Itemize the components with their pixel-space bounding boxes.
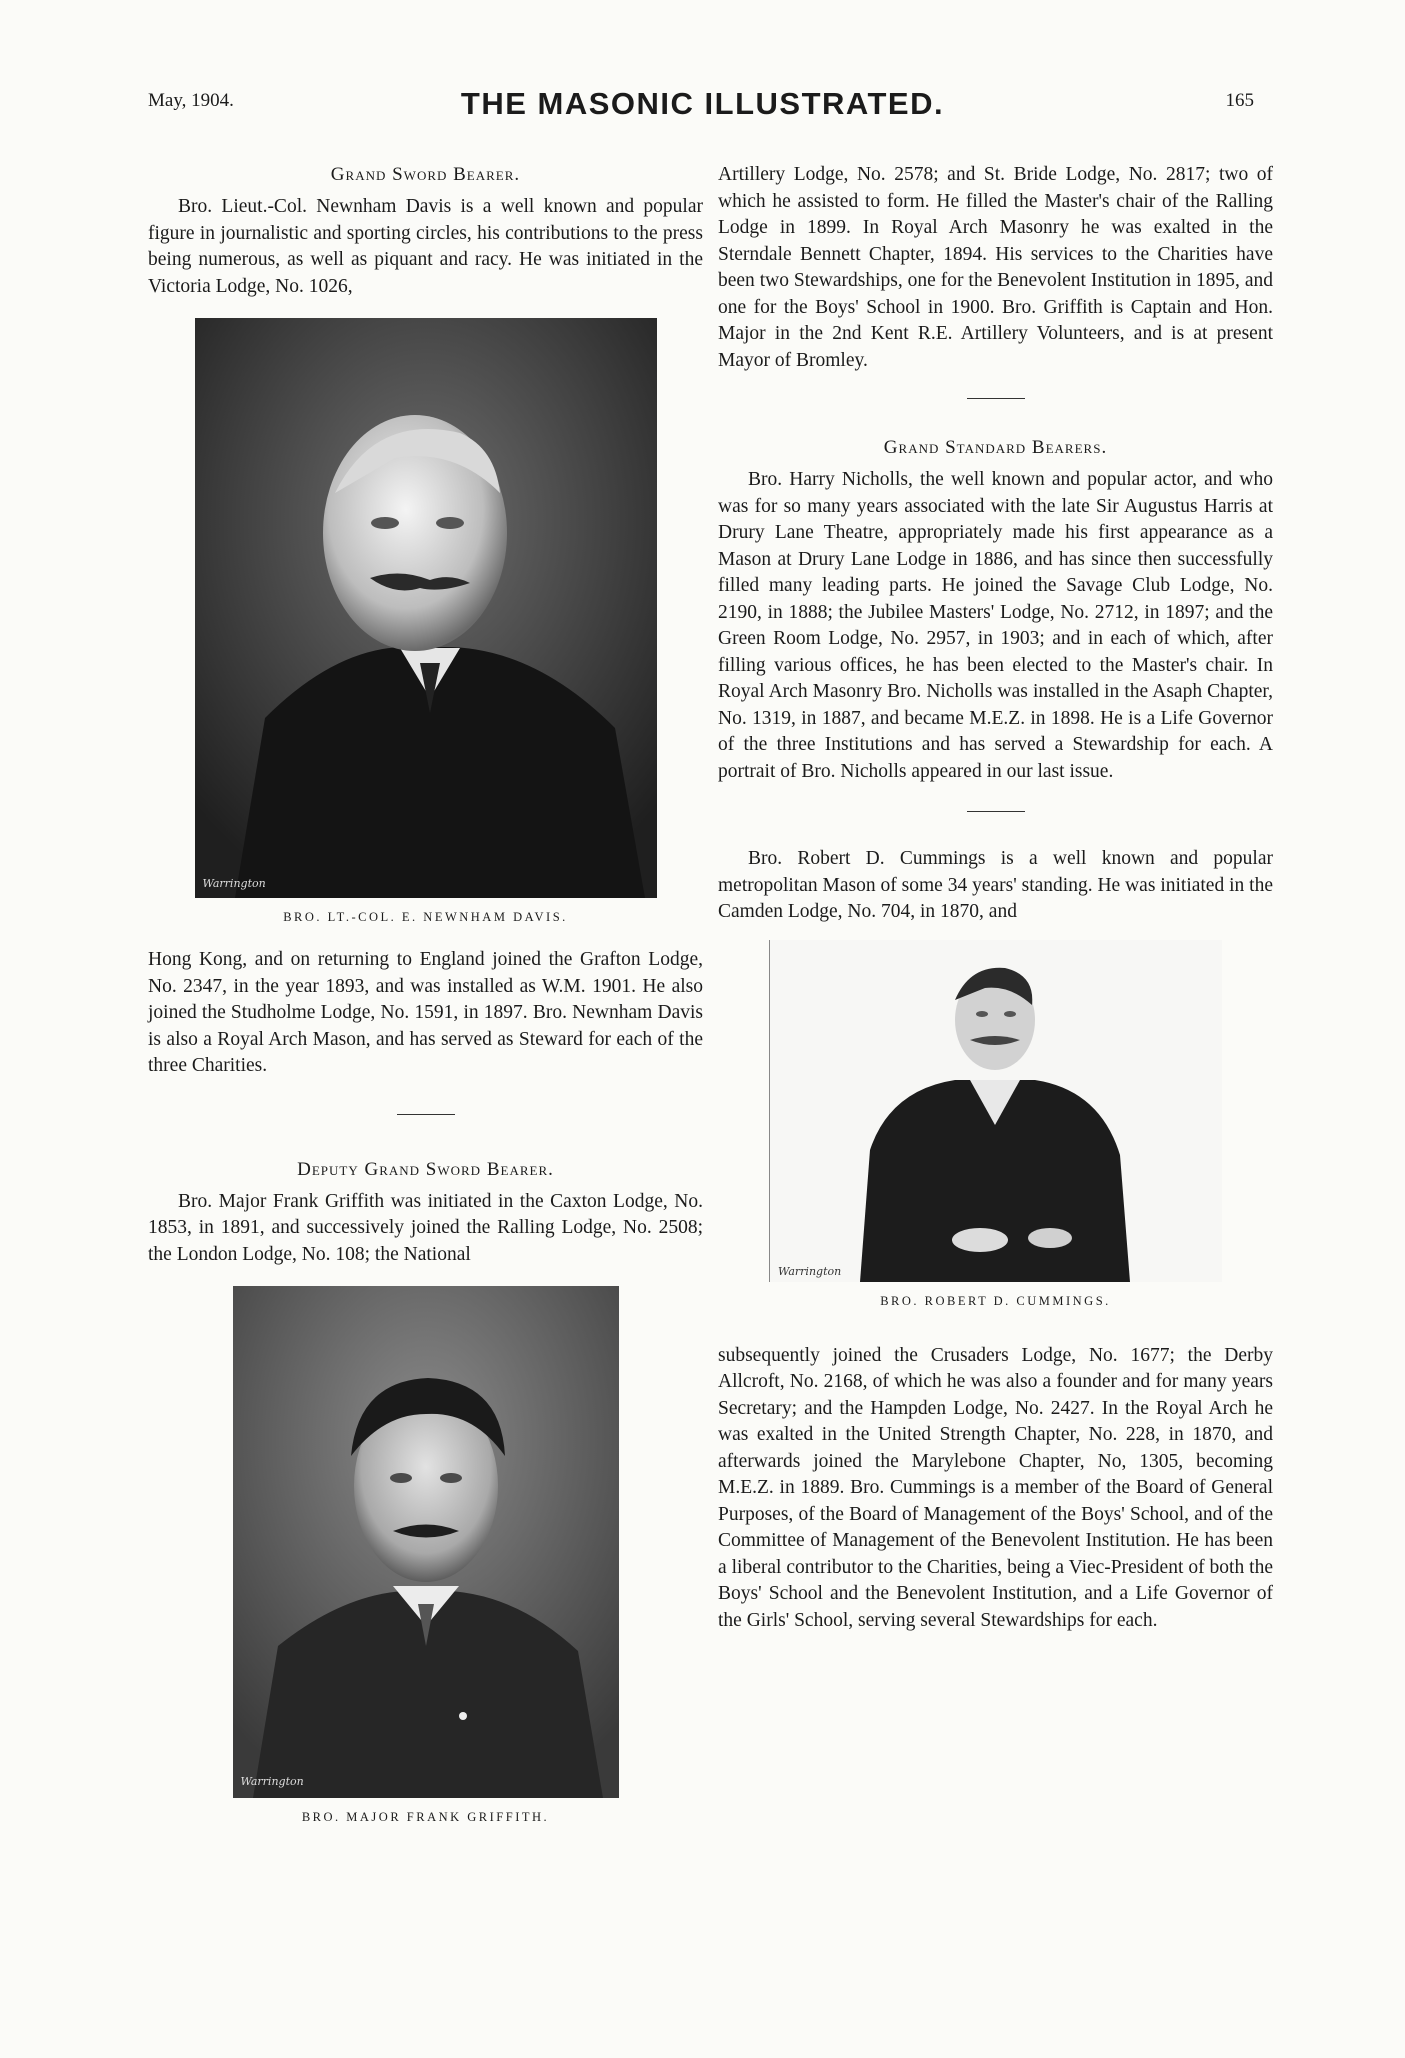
portrait-frank-griffith-image xyxy=(233,1286,619,1798)
section-divider xyxy=(967,811,1025,812)
portrait-newnham-davis xyxy=(195,318,657,898)
left-column xyxy=(148,162,703,1825)
griffith-paragraph-2: Artillery Lodge, No. 2578; and St. Bride Lodge, No. 2817; two of which he assisted to form. He filled the Master's chair of the Ralling Lodge in 1899. In Royal Arch Masonry he was exalted in the Sterndale Bennett Chapter, 1894. His services to the Charities have been two Stewardships, one for the Benevolent Institution in 1895, and one for the Boys' School in 1900. Bro. Griffith is Captain and Hon. Major in the 2nd Kent R.E. Artillery Volunteers, and is at present Mayor of Bromley. xyxy=(718,164,1273,371)
cummings-paragraph-1: Bro. Robert D. Cummings is a well known and popular metropolitan Mason of some 34 years' standing. He was initiated in the Camden Lodge, No. 704, in 1870, and xyxy=(718,848,1273,922)
photographer-signature: Warrington xyxy=(778,1264,842,1278)
portrait-frank-griffith xyxy=(233,1286,619,1798)
caption-robert-cummings: BRO. ROBERT D. CUMMINGS. xyxy=(880,1293,1111,1308)
section-heading-deputy-grand-sword-bearer: Deputy Grand Sword Bearer. xyxy=(297,1158,554,1180)
right-column xyxy=(718,162,1273,1634)
caption-frank-griffith: BRO. MAJOR FRANK GRIFFITH. xyxy=(301,1810,550,1824)
griffith-paragraph-1: Bro. Major Frank Griffith was initiated in the Caxton Lodge, No. 1853, in 1891, and successively joined the Ralling Lodge, No. 2508; the London Lodge, No. 108; the National xyxy=(148,1190,703,1265)
page-header xyxy=(0,86,1405,126)
portrait-robert-cummings xyxy=(769,940,1222,1282)
caption-newnham-davis: BRO. LT.-COL. E. NEWNHAM DAVIS. xyxy=(283,910,568,924)
section-heading-grand-standard-bearers: Grand Standard Bearers. xyxy=(883,437,1108,458)
portrait-newnham-davis-image xyxy=(195,318,657,898)
davis-paragraph-1: Bro. Lieut.-Col. Newnham Davis is a well known and popular figure in journalistic and sporting circles, his contributions to the press being numerous, as well as piquant and racy. He was initiated in the Victoria Lodge, No. 1026, xyxy=(148,196,703,297)
portrait-robert-cummings-image xyxy=(770,940,1222,1282)
section-divider xyxy=(967,398,1025,399)
cummings-paragraph-2: subsequently joined the Crusaders Lodge, No. 1677; the Derby Allcroft, No. 2168, of which he was also a founder and for many years Secretary; and the Hampden Lodge, No. 2427. In the Royal Arch he was exalted in the United Strength Chapter, No. 228, in 1870, and afterwards joined the Marylebone Chapter, No, 1305, becoming M.E.Z. in 1889. Bro. Cummings is a member of the Board of General Purposes, of the Board of Management of the Boys' School, and of the Committee of Management of the Benevolent Institution. He has been a liberal contributor to the Charities, being a Viec-President of both the Boys' School and the Benevolent Institution, and a Life Governor of the Girls' School, serving several Stewardships for each. xyxy=(718,1344,1273,1631)
page-number: 165 xyxy=(1225,90,1254,111)
photographer-signature: Warrington xyxy=(240,1775,304,1788)
issue-date: May, 1904. xyxy=(148,90,234,111)
section-divider xyxy=(397,1114,455,1115)
davis-paragraph-2: Hong Kong, and on returning to England joined the Grafton Lodge, No. 2347, in the year 1893, and was installed as W.M. 1901. He also joined the Studholme Lodge, No. 1591, in 1897. Bro. Newnham Davis is also a Royal Arch Mason, and has served as Steward for each of the three Charities. xyxy=(148,949,703,1076)
photographer-signature: Warrington xyxy=(202,877,266,890)
nicholls-paragraph: Bro. Harry Nicholls, the well known and popular actor, and who was for so many years associated with the late Sir Augustus Harris at Drury Lane Theatre, appropriately made his first appearance as a Mason at Drury Lane Lodge in 1886, and has since then successfully filled many leading parts. He joined the Savage Club Lodge, No. 2190, in 1888; the Jubilee Masters' Lodge, No. 2712, in 1897; and the Green Room Lodge, No. 2957, in 1903; and in each of which, after filling various offices, he has been elected to the Master's chair. In Royal Arch Masonry Bro. Nicholls was installed in the Asaph Chapter, No. 1319, in 1887, and became M.E.Z. in 1898. He is a Life Governor of the three Institutions and has served a Stewardship for each. A portrait of Bro. Nicholls appeared in our last issue. xyxy=(718,469,1273,782)
publication-title: THE MASONIC ILLUSTRATED. xyxy=(460,86,945,121)
section-heading-grand-sword-bearer: Grand Sword Bearer. xyxy=(330,164,521,185)
